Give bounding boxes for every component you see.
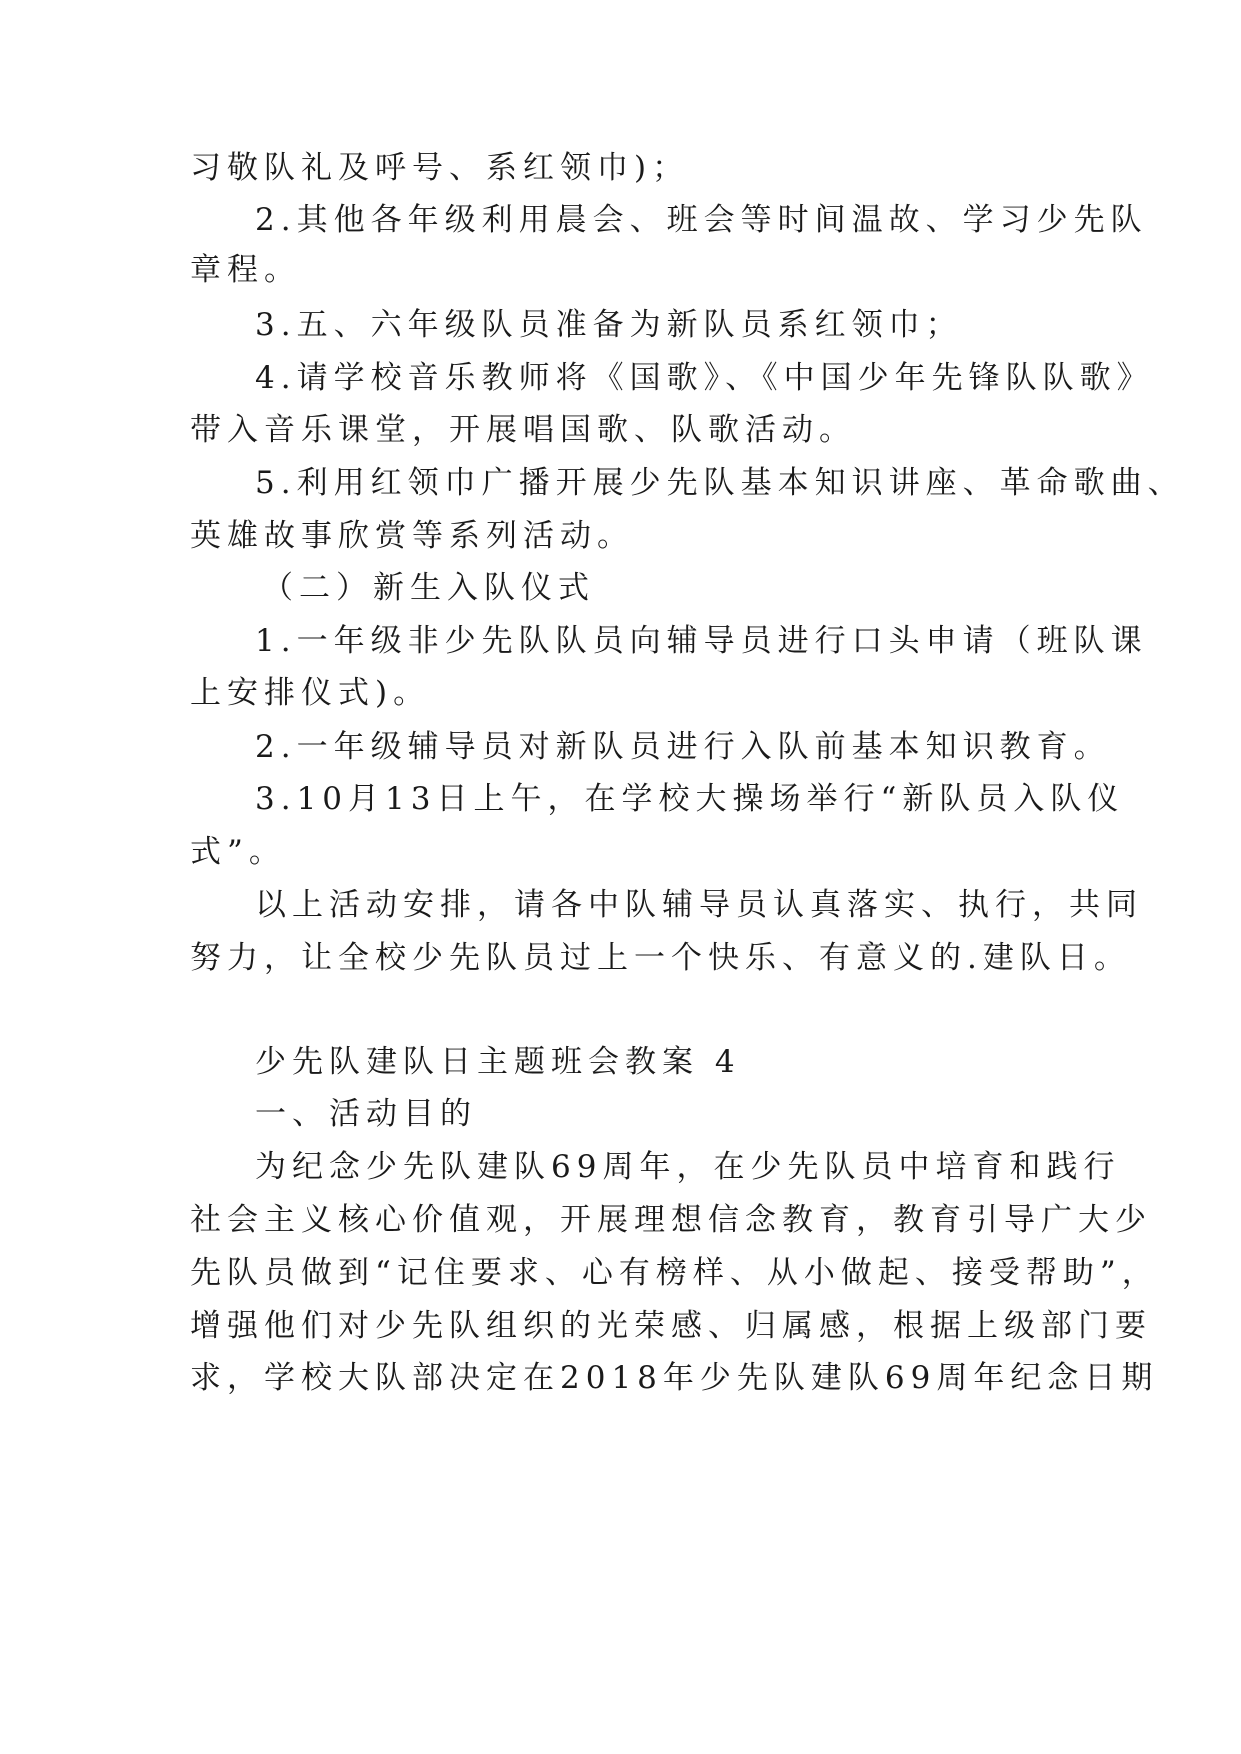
subsection-heading: 一、活动目的 — [255, 1096, 477, 1132]
section-title: 少先队建队日主题班会教案 4 — [255, 1044, 741, 1080]
text-line-3: 章程。 — [190, 252, 301, 288]
section-heading-2: （二）新生入队仪式 — [262, 570, 595, 606]
paragraph-line-5: 求，学校大队部决定在2018年少先队建队69周年纪念日期 — [190, 1360, 1159, 1396]
list-item-3: 3.五、六年级队员准备为新队员系红领巾； — [255, 307, 963, 343]
list-item-3b: 3.10月13日上午，在学校大操场举行“新队员入队仪 — [255, 781, 1125, 817]
list-item-2: 2.其他各年级利用晨会、班会等时间温故、学习少先队 — [255, 202, 1148, 238]
text-line-16: 努力，让全校少先队员过上一个快乐、有意义的.建队日。 — [190, 940, 1131, 976]
list-item-5: 5.利用红领巾广播开展少先队基本知识讲座、革命歌曲、 — [255, 465, 1185, 501]
list-item-4: 4.请学校音乐教师将《国歌》、《中国少年先锋队队歌》 — [255, 360, 1154, 396]
paragraph-line-4: 增强他们对少先队组织的光荣感、归属感，根据上级部门要 — [190, 1308, 1152, 1344]
list-item-1: 1.一年级非少先队队员向辅导员进行口头申请（班队课 — [255, 623, 1148, 659]
text-line-8: 英雄故事欣赏等系列活动。 — [190, 518, 634, 554]
text-line-1: 习敬队礼及呼号、系红领巾)； — [190, 150, 690, 186]
text-line-14: 式”。 — [190, 834, 286, 870]
text-line-6: 带入音乐课堂，开展唱国歌、队歌活动。 — [190, 412, 856, 448]
paragraph-line-2: 社会主义核心价值观，开展理想信念教育，教育引导广大少 — [190, 1202, 1152, 1238]
list-item-2b: 2.一年级辅导员对新队员进行入队前基本知识教育。 — [255, 729, 1111, 765]
closing-paragraph: 以上活动安排，请各中队辅导员认真落实、执行，共同 — [255, 887, 1143, 923]
paragraph-line-1: 为纪念少先队建队69周年，在少先队员中培育和践行 — [255, 1149, 1121, 1185]
paragraph-line-3: 先队员做到“记住要求、心有榜样、从小做起、接受帮助”， — [190, 1255, 1159, 1291]
text-line-11: 上安排仪式)。 — [190, 675, 431, 711]
